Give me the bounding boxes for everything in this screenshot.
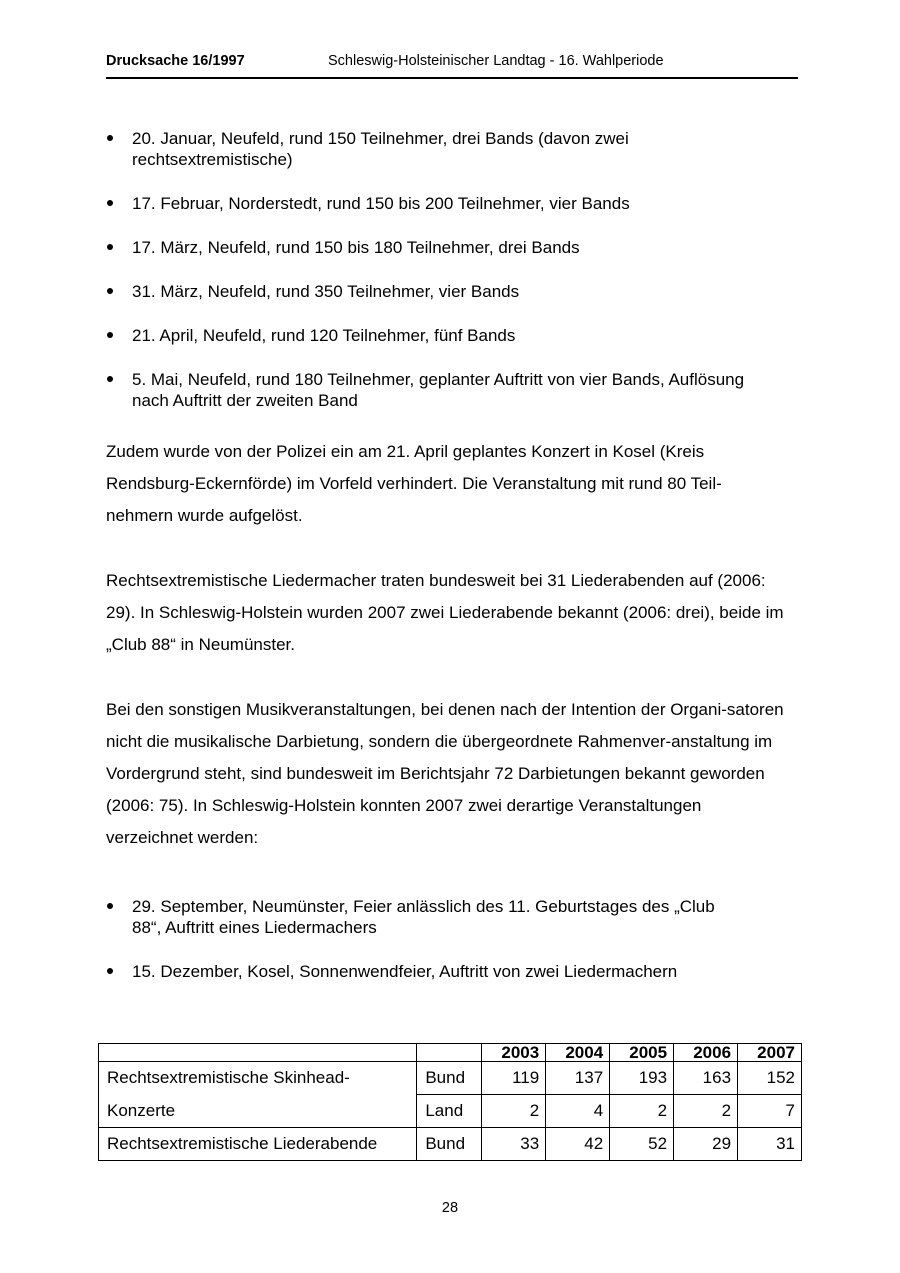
table-cell: 119 (482, 1062, 546, 1095)
year-header: 2007 (738, 1044, 802, 1062)
year-header: 2003 (482, 1044, 546, 1062)
row-label: Rechtsextremistische Skinhead- (99, 1062, 417, 1095)
list-item: 29. September, Neumünster, Feier anlässlich des 11. Geburtstages des „Club 88“, Auftritt eines Liedermachers (106, 896, 746, 938)
bullet-icon (107, 135, 113, 141)
concerts-list (106, 128, 746, 434)
bullet-icon (107, 376, 113, 382)
page-number: 28 (441, 1200, 459, 1216)
bullet-icon (107, 244, 113, 250)
bullet-icon (107, 903, 113, 909)
row-label: Konzerte (99, 1095, 417, 1128)
table-cell: 33 (482, 1128, 546, 1161)
list-item: 15. Dezember, Kosel, Sonnenwendfeier, Auftritt von zwei Liedermachern (106, 961, 746, 982)
document-number: Drucksache 16/1997 (106, 53, 245, 69)
year-header: 2004 (546, 1044, 610, 1062)
list-item: 20. Januar, Neufeld, rund 150 Teilnehmer, drei Bands (davon zwei rechtsextremistische) (106, 128, 746, 170)
header-cell-empty (417, 1044, 482, 1062)
list-item: 17. März, Neufeld, rund 150 bis 180 Teilnehmer, drei Bands (106, 237, 746, 258)
table-cell: 2 (482, 1095, 546, 1128)
table-cell: 2 (610, 1095, 674, 1128)
bullet-icon (107, 288, 113, 294)
year-header: 2006 (674, 1044, 738, 1062)
table-cell: 2 (674, 1095, 738, 1128)
table-row (99, 1095, 802, 1128)
table-cell: 152 (738, 1062, 802, 1095)
list-item: 31. März, Neufeld, rund 350 Teilnehmer, vier Bands (106, 281, 746, 302)
table-cell: 29 (674, 1128, 738, 1161)
paragraph-kosel-concert: Zudem wurde von der Polizei ein am 21. April geplantes Konzert in Kosel (Kreis Rendsburg-Eckernförde) im Vorfeld verhindert. Die Veranstaltung mit rund 80 Teil-nehmern wurde aufgelöst. (106, 442, 722, 525)
parliament-title: Schleswig-Holsteinischer Landtag - 16. Wahlperiode (328, 53, 664, 69)
bullet-icon (107, 332, 113, 338)
bullet-icon (107, 200, 113, 206)
table-cell: 163 (674, 1062, 738, 1095)
table-cell: 7 (738, 1095, 802, 1128)
table-row (99, 1062, 802, 1095)
events-list (106, 896, 746, 1005)
list-item: 21. April, Neufeld, rund 120 Teilnehmer, fünf Bands (106, 325, 746, 346)
table-cell: 137 (546, 1062, 610, 1095)
table-row (99, 1128, 802, 1161)
paragraph-other-events: Bei den sonstigen Musikveranstaltungen, bei denen nach der Intention der Organi-satoren nicht die musikalische Darbietung, sondern die übergeordnete Rahmenver-anstaltung im Vordergrund steht, sind bundesweit im Berichtsjahr 72 Darbietungen bekannt geworden (2006: 75). In Schleswig-Holstein konnten 2007 zwei derartige Veranstaltungen verzeichnet werden: (106, 700, 784, 847)
year-header: 2005 (610, 1044, 674, 1062)
row-level: Land (417, 1095, 482, 1128)
table-header-row (99, 1044, 802, 1062)
page-header (106, 53, 798, 79)
table-cell: 42 (546, 1128, 610, 1161)
row-level: Bund (417, 1128, 482, 1161)
bullet-icon (107, 968, 113, 974)
list-item: 17. Februar, Norderstedt, rund 150 bis 200 Teilnehmer, vier Bands (106, 193, 746, 214)
header-cell-empty (99, 1044, 417, 1062)
row-level: Bund (417, 1062, 482, 1095)
row-label: Rechtsextremistische Liederabende (99, 1128, 417, 1161)
table-cell: 31 (738, 1128, 802, 1161)
table-cell: 52 (610, 1128, 674, 1161)
statistics-table (98, 1043, 802, 1161)
list-item: 5. Mai, Neufeld, rund 180 Teilnehmer, geplanter Auftritt von vier Bands, Auflösung nach Auftritt der zweiten Band (106, 369, 746, 411)
paragraph-liederabende: Rechtsextremistische Liedermacher traten bundesweit bei 31 Liederabenden auf (2006: 29). In Schleswig-Holstein wurden 2007 zwei Liederabende bekannt (2006: drei), beide im „Club 88“ in Neumünster. (106, 571, 784, 654)
table-cell: 193 (610, 1062, 674, 1095)
table-cell: 4 (546, 1095, 610, 1128)
